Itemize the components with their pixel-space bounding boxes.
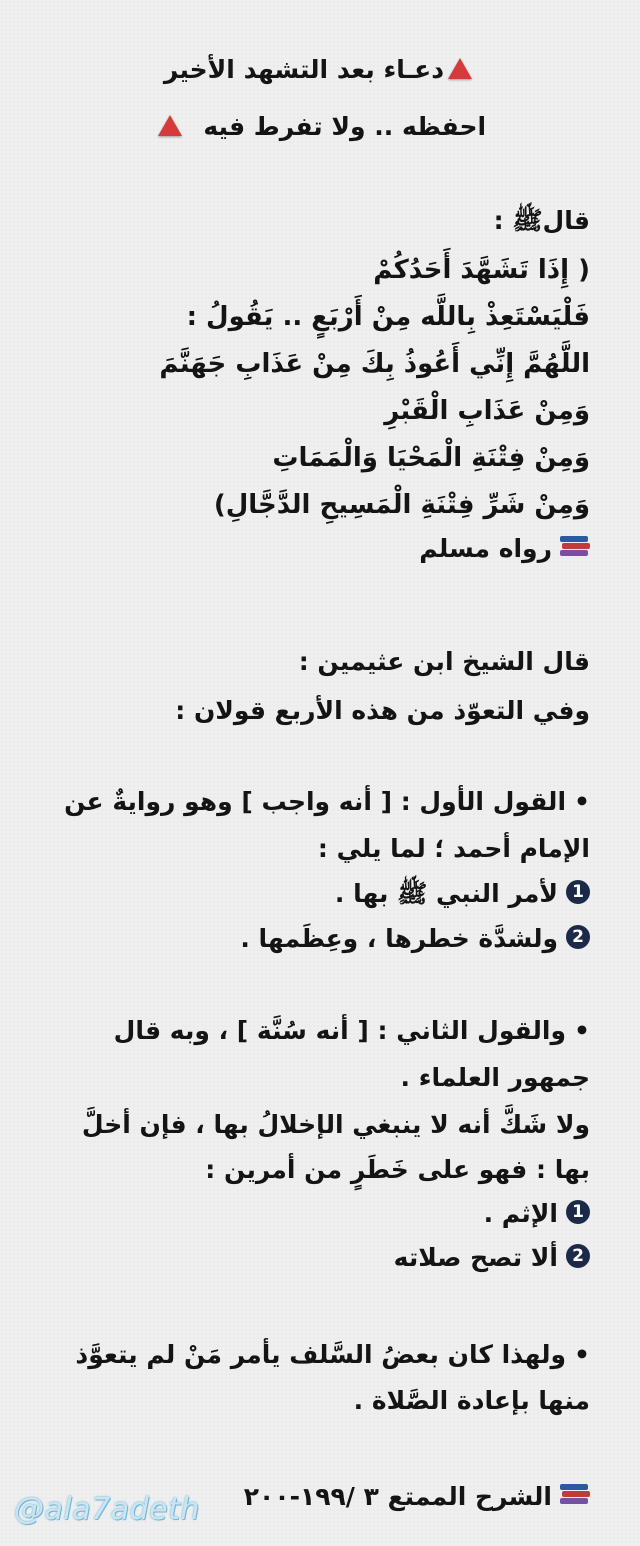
red-triangle-icon xyxy=(448,58,472,79)
book-reference: الشرح الممتع ٣ /١٩٩-٢٠٠ xyxy=(40,1482,590,1512)
bullet-icon: • xyxy=(574,1340,590,1369)
salaf-line: •ولهذا كان بعضُ السَّلف يأمر مَنْ لم يتعوَّذ xyxy=(75,1340,590,1369)
first-opinion-line: •القول الأول : [ أنه واجب ] وهو روايةٌ عن xyxy=(64,787,590,816)
watermark-handle: @ala7adeth xyxy=(14,1492,200,1527)
first-opinion-line: الإمام أحمد ؛ لما يلي : xyxy=(317,834,590,863)
danger-item: 2ألا تصح صلاته xyxy=(40,1243,590,1273)
reason-item: 2ولشدَّة خطرها ، وعِظَمها . xyxy=(40,924,590,954)
second-opinion-line: جمهور العلماء . xyxy=(400,1063,590,1092)
commentary-attribution: قال الشيخ ابن عثيمين : xyxy=(298,647,590,676)
danger-item: 1الإثم . xyxy=(40,1199,590,1229)
hadith-intro: قالﷺ : xyxy=(493,206,590,235)
number-badge-icon: 1 xyxy=(566,880,590,904)
bullet-icon: • xyxy=(574,1016,590,1045)
bullet-icon: • xyxy=(574,787,590,816)
hadith-source: رواه مسلم xyxy=(40,534,590,564)
dua-subtitle: احفظه .. ولا تفرط فيه xyxy=(0,112,640,141)
hadith-line: وَمِنْ عَذَابِ الْقَبْرِ xyxy=(384,396,590,426)
books-icon xyxy=(560,536,590,558)
hadith-line: وَمِنْ شَرِّ فِتْنَةِ الْمَسِيحِ الدَّجَّالِ) xyxy=(213,490,590,520)
reason-item: 1لأمر النبي ﷺ بها . xyxy=(40,879,590,909)
hadith-line: فَلْيَسْتَعِذْ بِاللَّه مِنْ أَرْبَعٍ .. يَقُولُ : xyxy=(186,302,590,332)
dua-title: دعـاء بعد التشهد الأخير xyxy=(0,55,640,84)
salaf-line: منها بإعادة الصَّلاة . xyxy=(353,1386,590,1415)
hadith-line: اللَّهُمَّ إِنِّي أَعُوذُ بِكَ مِنْ عَذَابِ جَهَنَّمَ xyxy=(159,349,590,379)
number-badge-icon: 2 xyxy=(566,1244,590,1268)
red-triangle-icon xyxy=(158,115,182,136)
hadith-line: وَمِنْ فِتْنَةِ الْمَحْيَا وَالْمَمَاتِ xyxy=(272,443,590,473)
second-opinion-line: ولا شَكَّ أنه لا ينبغي الإخلالُ بها ، فإن أخلَّ xyxy=(81,1110,590,1139)
commentary-intro: وفي التعوّذ من هذه الأربع قولان : xyxy=(175,696,590,725)
books-icon xyxy=(560,1484,590,1506)
second-opinion-line: بها : فهو على خَطَرٍ من أمرين : xyxy=(205,1155,590,1184)
number-badge-icon: 2 xyxy=(566,925,590,949)
number-badge-icon: 1 xyxy=(566,1200,590,1224)
hadith-line: ( إِذَا تَشَهَّدَ أَحَدُكُمْ xyxy=(373,255,590,285)
second-opinion-line: •والقول الثاني : [ أنه سُنَّة ] ، وبه قال xyxy=(113,1016,590,1045)
